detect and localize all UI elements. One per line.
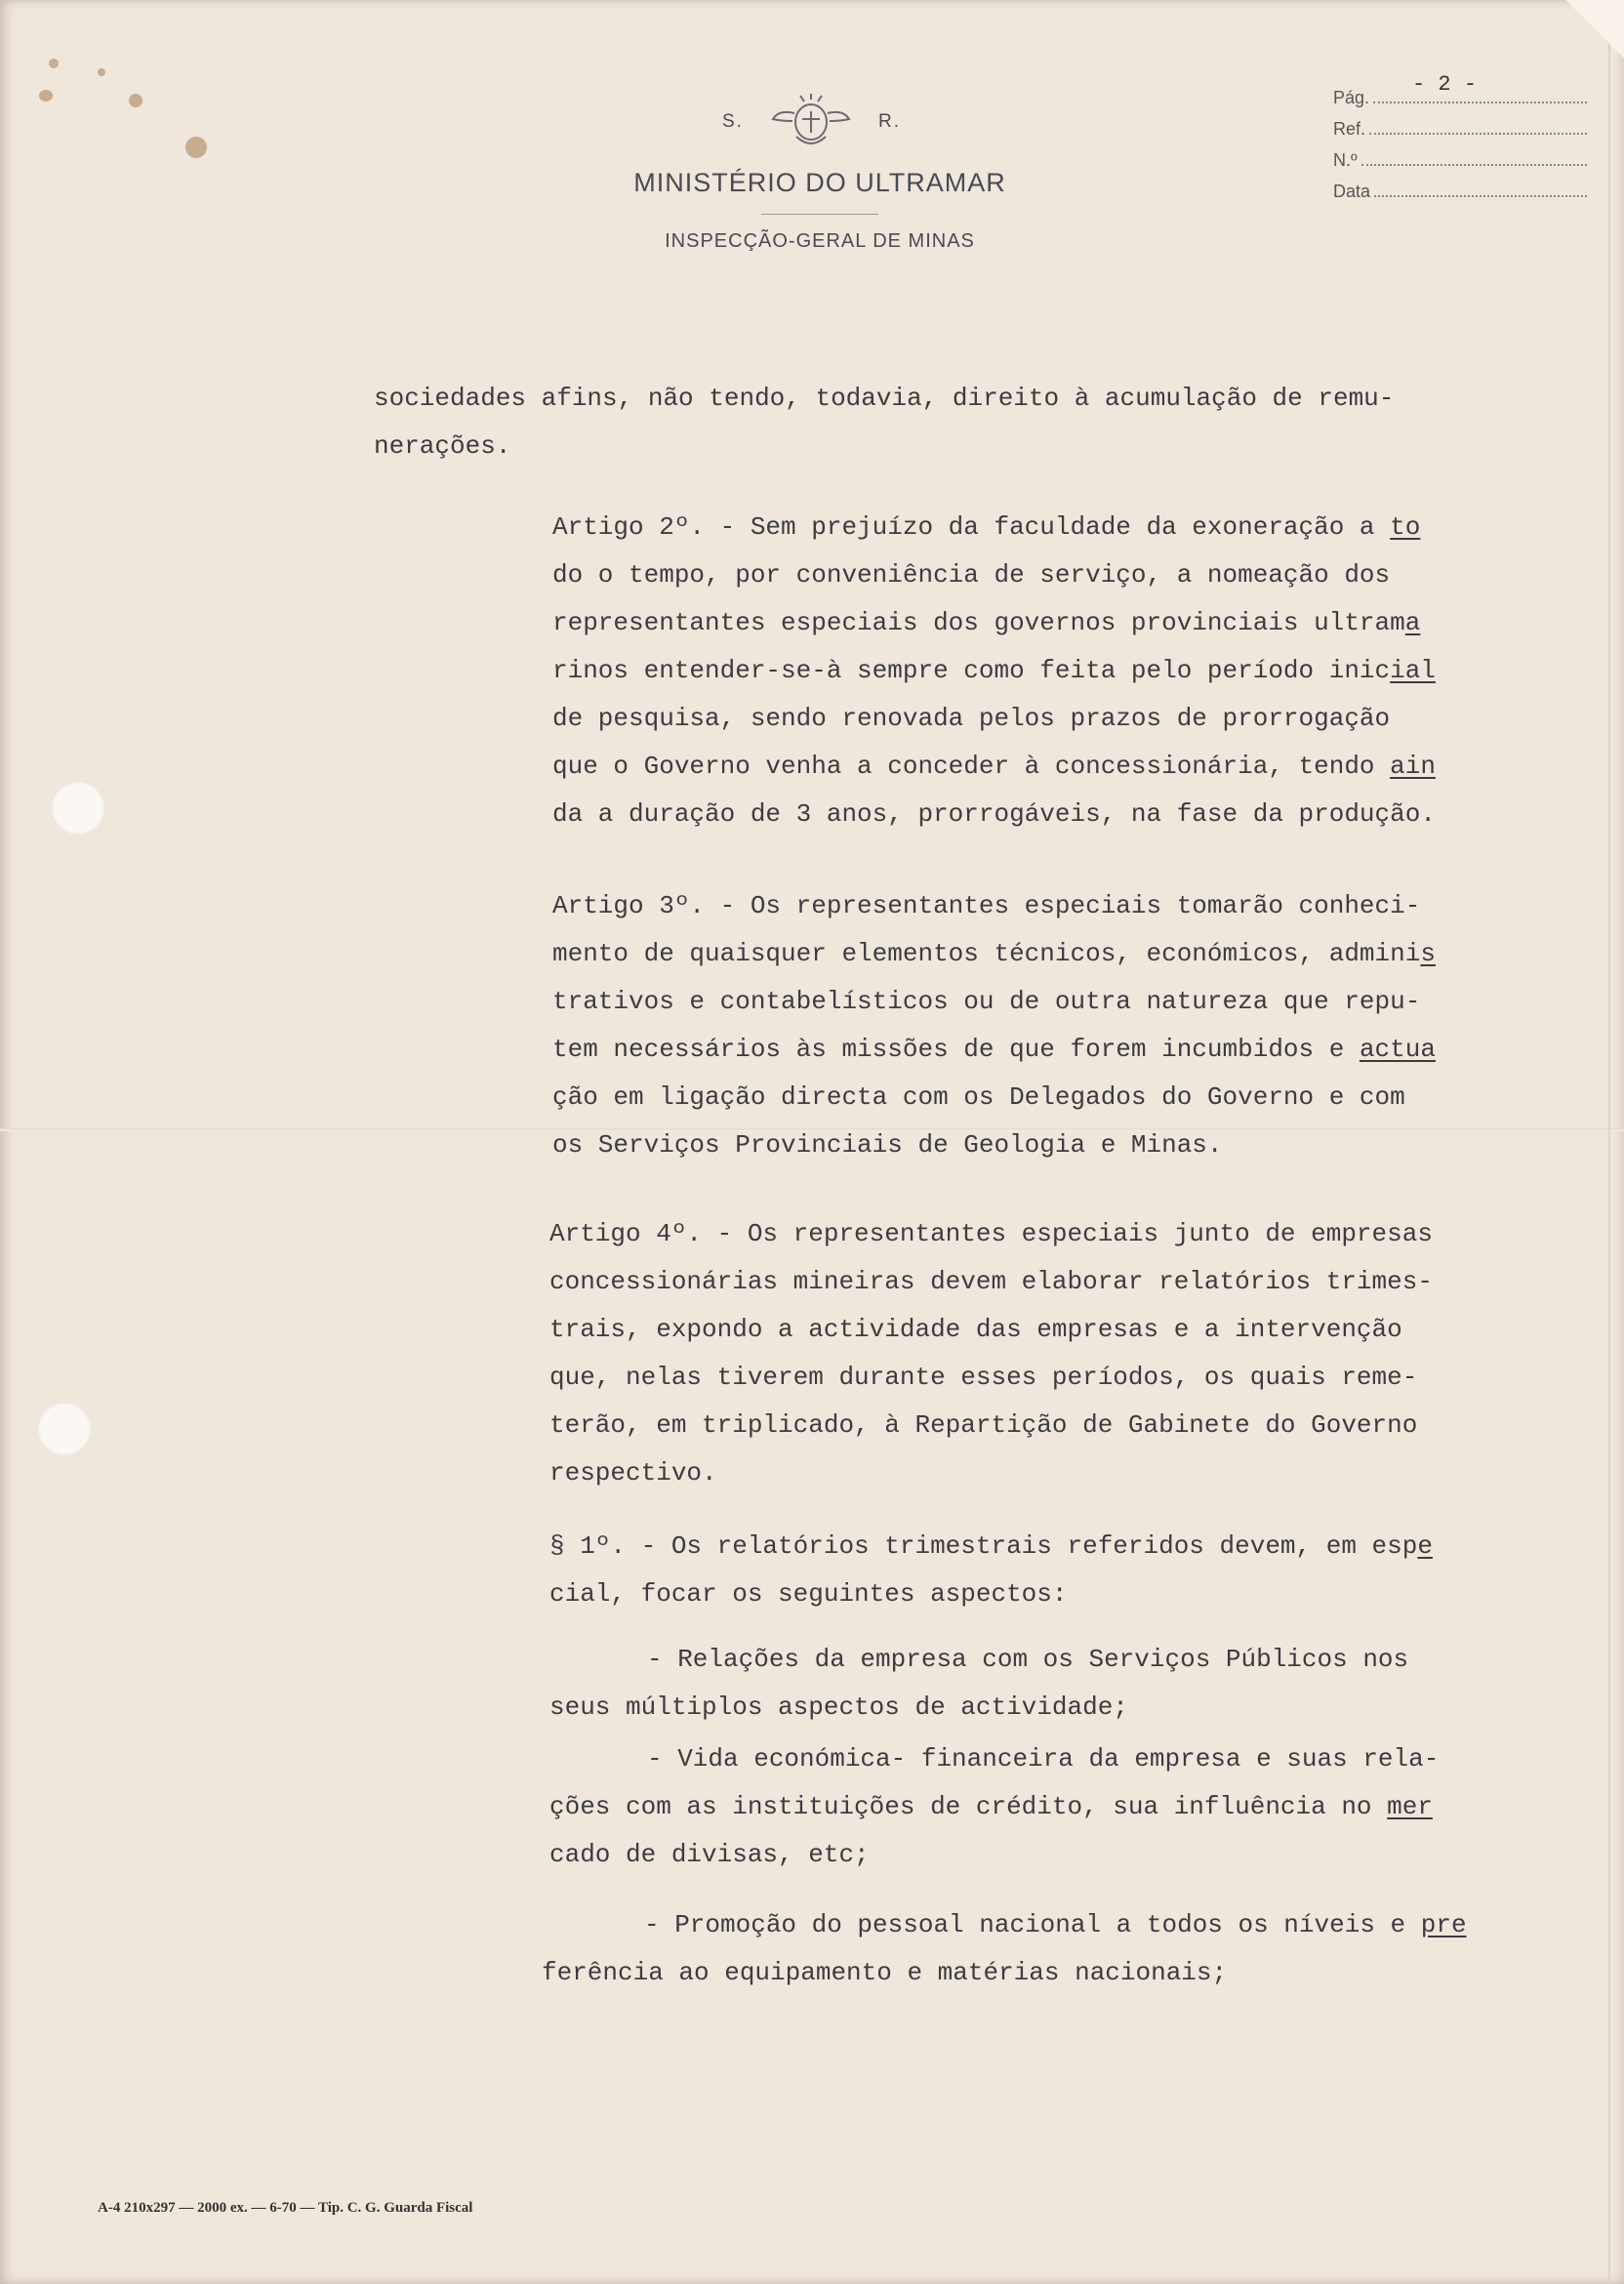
text-line: da a duração de 3 anos, prorrogáveis, na fase da produção.: [552, 799, 1436, 829]
divider: [761, 214, 878, 215]
text-line: que, nelas tiverem durante esses períodos, os quais reme-: [549, 1363, 1418, 1392]
text-line: do o tempo, por conveniência de serviço, a nomeação dos: [552, 560, 1391, 590]
rust-stain: [129, 94, 142, 107]
printer-footer: A-4 210x297 — 2000 ex. — 6-70 — Tip. C. G. Guarda Fiscal: [98, 2200, 473, 2216]
item-1: [549, 1636, 1408, 1732]
paragraph-1: [549, 1523, 1433, 1618]
intro-paragraph: [374, 375, 1394, 470]
letter-r: R.: [878, 111, 901, 132]
page-number: - 2 -: [1412, 72, 1478, 97]
text-line: respectivo.: [549, 1458, 717, 1488]
text-line: s: [1420, 939, 1436, 968]
number-row: [1333, 150, 1587, 180]
text-line: trativos e contabelísticos ou de outra natureza que repu-: [552, 987, 1421, 1016]
rust-stain: [39, 90, 53, 102]
text-line: to: [1390, 512, 1421, 542]
text-line: representantes especiais dos governos provinciais ultram: [552, 608, 1405, 637]
letter-s: S.: [722, 111, 744, 132]
text-line: seus múltiplos aspectos de actividade;: [549, 1693, 1128, 1722]
text-line: ial: [1390, 656, 1436, 685]
text-line: cado de divisas, etc;: [549, 1840, 870, 1869]
text-line: ain: [1390, 752, 1436, 781]
ref-row: [1333, 119, 1587, 148]
text-line: - Relações da empresa com os Serviços Públicos nos: [647, 1645, 1409, 1674]
punch-hole: [37, 1402, 92, 1456]
text-line: ferência ao equipamento e matérias nacionais;: [542, 1958, 1228, 1987]
text-line: pre: [1420, 1910, 1467, 1939]
text-line: - Promoção do pessoal nacional a todos os níveis e: [644, 1910, 1421, 1939]
text-line: de pesquisa, sendo renovada pelos prazos de prorrogação: [552, 704, 1391, 733]
text-line: que o Governo venha a conceder à concessionária, tendo: [552, 752, 1391, 781]
page-dots: [1373, 72, 1587, 103]
letterhead: [595, 90, 1044, 253]
text-line: Artigo 4º. - Os representantes especiais junto de empresas: [549, 1219, 1433, 1248]
date-row: [1333, 182, 1587, 211]
text-line: mento de quaisquer elementos técnicos, económicos, admini: [552, 939, 1421, 968]
text-line: a: [1404, 608, 1421, 637]
text-line: rinos entender-se-à sempre como feita pelo período inic: [552, 656, 1391, 685]
text-line: terão, em triplicado, à Repartição de Gabinete do Governo: [549, 1410, 1418, 1440]
division-title: INSPECÇÃO-GERAL DE MINAS: [665, 230, 975, 252]
text-line: actua: [1359, 1035, 1436, 1064]
rust-stain: [49, 59, 59, 68]
ref-label: Ref.: [1333, 119, 1366, 139]
date-label: Data: [1333, 182, 1371, 201]
text-line: ções com as instituições de crédito, sua influência no: [549, 1792, 1388, 1821]
sr-line: [595, 90, 1044, 135]
ministry-title: MINISTÉRIO DO ULTRAMAR: [633, 168, 1006, 197]
page-label: Pág.: [1333, 88, 1370, 107]
text-line: cial, focar os seguintes aspectos:: [549, 1579, 1068, 1609]
text-line: Artigo 3º. - Os representantes especiais tomarão conheci-: [552, 891, 1421, 920]
number-label: N.º: [1333, 150, 1358, 170]
ref-dots: [1369, 119, 1587, 135]
text-line: Artigo 2º. - Sem prejuízo da faculdade da exoneração a: [552, 512, 1391, 542]
folded-corner: [1565, 0, 1624, 59]
text-line: - Vida económica- financeira da empresa e suas rela-: [647, 1744, 1440, 1774]
article-2: [552, 504, 1436, 838]
item-2: [549, 1735, 1439, 1879]
punch-hole: [51, 781, 105, 836]
text-line: ção em ligação directa com os Delegados do Governo e com: [552, 1082, 1405, 1112]
rust-stain: [98, 68, 105, 76]
page-row: [1333, 72, 1587, 117]
rust-stain: [185, 137, 207, 158]
item-3: [542, 1901, 1467, 1997]
text-line: § 1º. - Os relatórios trimestrais referidos devem, em esp: [549, 1531, 1418, 1561]
text-line: e: [1417, 1531, 1433, 1561]
text-line: tem necessários às missões de que forem incumbidos e: [552, 1035, 1360, 1064]
text-line: concessionárias mineiras devem elaborar relatórios trimes-: [549, 1267, 1433, 1296]
text-line: sociedades afins, não tendo, todavia, direito à acumulação de remu-: [374, 384, 1395, 413]
coat-of-arms-icon: [767, 90, 855, 154]
reference-box: [1333, 72, 1587, 213]
text-line: os Serviços Provinciais de Geologia e Minas.: [552, 1130, 1223, 1160]
article-4: [549, 1210, 1433, 1497]
article-3: [552, 882, 1436, 1169]
paper-edge: [1608, 0, 1610, 2284]
text-line: nerações.: [374, 431, 511, 461]
text-line: trais, expondo a actividade das empresas e a intervenção: [549, 1315, 1402, 1344]
date-dots: [1374, 182, 1587, 197]
text-line: mer: [1387, 1792, 1433, 1821]
number-dots: [1361, 150, 1587, 166]
